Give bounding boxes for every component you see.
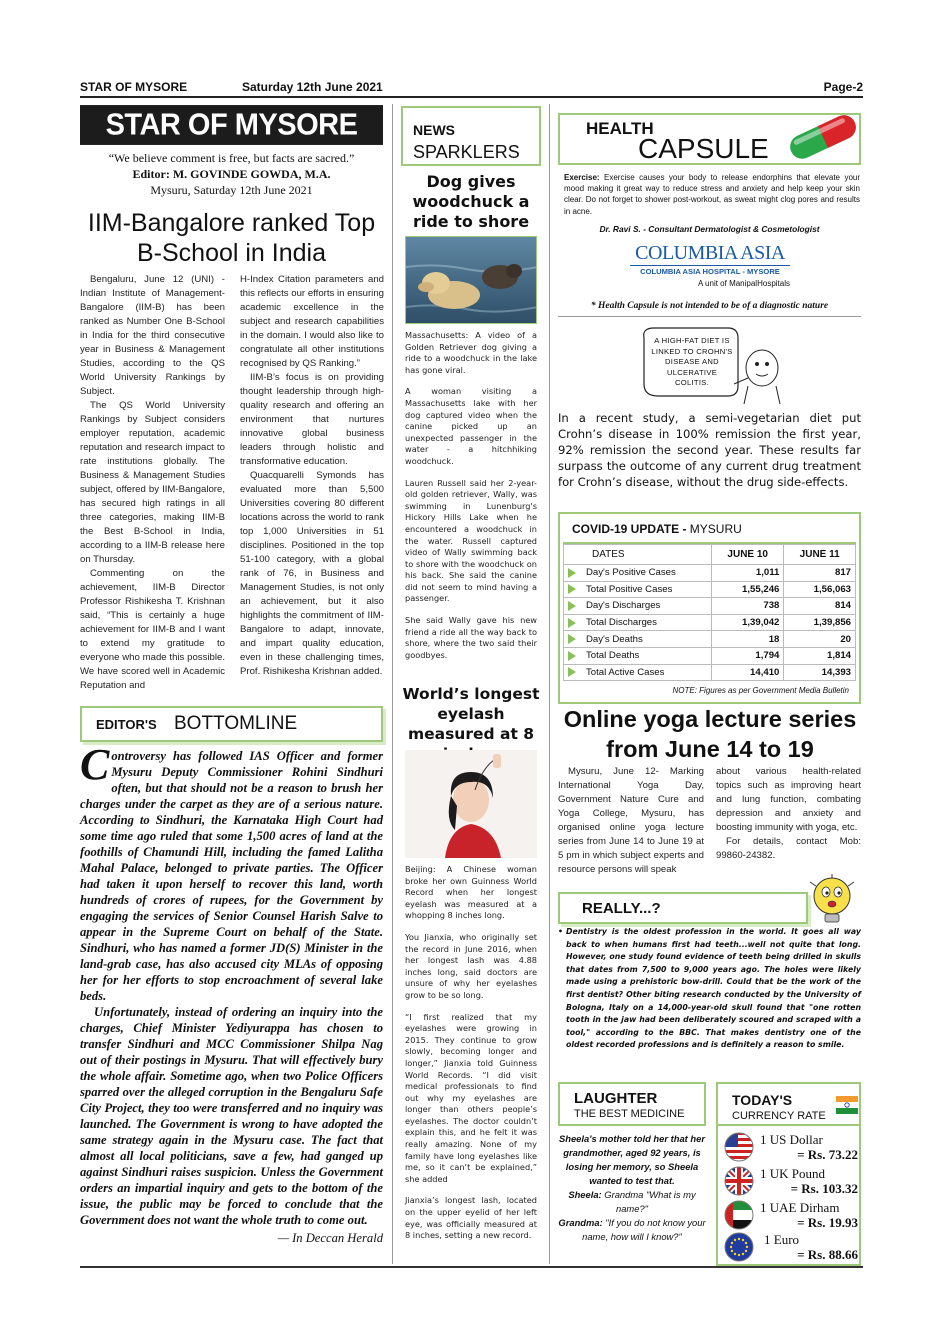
covid-header-cell: JUNE 10 xyxy=(712,545,784,565)
lead-column-2 xyxy=(240,273,384,679)
covid-row xyxy=(564,598,856,615)
really-text-wrap xyxy=(558,926,861,1052)
covid-cell: 20 xyxy=(784,631,856,648)
header-date: Saturday 12th June 2021 xyxy=(242,80,383,94)
covid-cell: 18 xyxy=(712,631,784,648)
laughter-joke xyxy=(558,1132,706,1244)
editorial-credit: — In Deccan Herald xyxy=(277,1231,383,1245)
editorial-paragraph: Unfortunately, instead of ordering an inquiry into the charges, Chief Minister Yediyurappa has chosen to transfer Sindhuri and MCC Commissioner Shilpa Nag out of their postings in Mysuru. That will effectively bury the whole affair. Sometime ago, when two Police Officers sparred over the alleged corruption in the Bengaluru Safe City Project, they too were transferred and no inquiry was launched. The Government is wrong to have adopted the same strategy again in the Mysuru case. The fact that almost all local politicians, save a few, had ganged up against Sindhuri raises suspicion. Unless the Government orders an impartial inquiry and gets to the bottom of the issue, the public may be forced to conclude that the Government does not want the whole truth to come out. xyxy=(80,1005,383,1227)
currency-row-gbp xyxy=(724,1166,858,1198)
covid-header-cell: JUNE 11 xyxy=(784,545,856,565)
laughter-label-box xyxy=(558,1082,706,1126)
yoga-paragraph: about various health-related topics such as improving heart and lung function, combating depression and anxiety and boosting immunity with yoga, etc. xyxy=(716,766,861,833)
lead-paragraph: Quacquarelli Symonds has evaluated more than 5,500 Universities covering 80 different locations across the world to rank top 1,000 Universities in 51 disciplines. Positioned in the top 51-100 category, with a global rank of 76, in Business and Management Studies, is not only an achievement, but it also highlights the commitment of IIM-Bangalore to adapt, innovate, and impart quality education, even in these challenging times, Prof. Rishikesha Krishnan added. xyxy=(240,470,384,677)
sparkler-story-1 xyxy=(405,330,537,671)
exercise-tip xyxy=(564,172,860,217)
cartoon-speech: A HIGH-FAT DIET IS LINKED TO CROHN'S DISEASE AND ULCERATIVE COLITIS. xyxy=(651,336,733,387)
sparkler-story-2 xyxy=(405,864,537,1252)
covid-row-label: Total Active Cases xyxy=(586,666,665,678)
logo-subtitle: COLUMBIA ASIA HOSPITAL - MYSORE xyxy=(630,265,790,276)
exercise-text: Exercise causes your body to release endorphins that elevate your mood making it great way to reduce stress and anxiety and help keep your skin clear. Do not forget to shower post-workout, as sweat might clog pores and results in acne. xyxy=(564,173,860,216)
page-header xyxy=(80,80,863,98)
editor-credit: Editor: M. GOVINDE GOWDA, M.A. xyxy=(132,167,331,181)
covid-cell: 1,814 xyxy=(784,647,856,664)
covid-note: NOTE: Figures as per Government Media Bulletin xyxy=(672,686,849,695)
covid-row-label: Total Positive Cases xyxy=(586,583,673,595)
triangle-bullet-icon xyxy=(568,667,576,677)
lead-paragraph: The QS World University Rankings by Subject considers employer reputation, academic reputation and research impact to rate institutions globally. The Business & Management Studies subject, offered by IIM-Bangalore, has secured high ratings in all three categories, making IIM-B the Best B-School in India, according to a IIM-B release here on Thursday. xyxy=(80,400,225,565)
joke-speaker-1: Sheela: xyxy=(568,1189,602,1200)
eyelash-woman-photo xyxy=(405,750,537,858)
covid-header-cell: DATES xyxy=(564,545,712,565)
sparklers-label-b: SPARKLERS xyxy=(413,142,520,162)
column-divider xyxy=(392,104,393,1264)
covid-row xyxy=(564,581,856,598)
covid-update-box xyxy=(558,512,861,704)
yoga-column-1 xyxy=(558,765,704,877)
lead-paragraph: Bengaluru, June 12 (UNI) - Indian Institute of Management-Bangalore (IIM-B) has been ranked as Number One B-School in India for the third consecutive year in Business & Management Studies, according to the QS World University Rankings by Subject. xyxy=(80,274,225,397)
covid-cell: 14,410 xyxy=(712,664,784,681)
really-label: REALLY...? xyxy=(582,900,661,917)
covid-row-label: Day's Discharges xyxy=(586,600,661,612)
yoga-contact: For details, contact Mob: 99860-24382. xyxy=(716,836,861,861)
covid-row-label: Day's Positive Cases xyxy=(586,567,676,579)
currency-row-usd xyxy=(724,1132,858,1164)
bulb-mascot-icon xyxy=(808,874,858,928)
covid-row xyxy=(564,631,856,648)
covid-cell: 1,011 xyxy=(712,565,784,582)
covid-cell: 14,393 xyxy=(784,664,856,681)
laughter-label-a: LAUGHTER xyxy=(574,1090,658,1107)
header-paper-name: STAR OF MYSORE xyxy=(80,80,188,94)
editorial-label-a: EDITOR'S xyxy=(96,717,157,732)
lead-column-1 xyxy=(80,273,225,693)
currency-unit: 1 Euro xyxy=(764,1232,800,1247)
triangle-bullet-icon xyxy=(568,618,576,628)
sparkler-paragraph: Beijing: A Chinese woman broke her own Guinness World Record when her longest eyelash was measured at a whopping 8 inches long. xyxy=(405,864,537,921)
uae-flag-icon xyxy=(724,1200,754,1230)
currency-label-box xyxy=(716,1082,861,1126)
pill-capsule-icon xyxy=(782,109,864,165)
really-label-box xyxy=(558,892,808,924)
motto-text: “We believe comment is free, but facts are sacred.” xyxy=(108,151,355,165)
covid-row-label: Total Deaths xyxy=(586,650,640,662)
manipal-unit: A unit of ManipalHospitals xyxy=(697,279,790,288)
currency-label-a: TODAY'S xyxy=(732,1092,793,1108)
health-label-a: HEALTH xyxy=(586,119,654,138)
sparkler-paragraph: A woman visiting a Massachusetts lake with her dog captured video when the canine picked up an unexpected passenger in the water - a hitchhiking woodchuck. xyxy=(405,386,537,466)
joke-line-2: "If you do not know your name, how will I know?" xyxy=(582,1217,706,1242)
currency-unit: 1 UK Pound xyxy=(760,1166,826,1181)
health-disclaimer: * Health Capsule is not intended to be of a diagnostic nature xyxy=(590,301,829,311)
yoga-headline xyxy=(552,704,868,764)
covid-cell: 1,39,042 xyxy=(712,614,784,631)
column-divider xyxy=(549,104,550,1264)
eyelash-photo-graphic xyxy=(405,750,537,858)
triangle-bullet-icon xyxy=(568,584,576,594)
currency-rates-box xyxy=(716,1126,861,1266)
covid-row xyxy=(564,565,856,582)
covid-header-row xyxy=(564,545,856,565)
dog-photo-graphic xyxy=(406,237,537,324)
covid-row-label: Day's Deaths xyxy=(586,633,643,645)
triangle-bullet-icon xyxy=(568,568,576,578)
dog-swimming-photo xyxy=(405,236,537,324)
health-divider xyxy=(558,316,861,317)
joke-line-1: Grandma "What is my name?" xyxy=(601,1189,696,1214)
health-label-box xyxy=(558,113,861,165)
currency-label-b: CURRENCY RATE xyxy=(732,1110,826,1122)
covid-table-wrap xyxy=(563,544,856,681)
editorial-body xyxy=(80,740,383,1246)
india-flag-icon xyxy=(836,1094,858,1116)
crohns-study: In a recent study, a semi-vegetarian diet put Crohn’s disease in 100% remission the first year, 92% remission the second year. These results far surpass the outcome of any current drug treatment for Crohn’s disease, without the drug side-effects. xyxy=(558,411,861,489)
editorial-paragraph: ontroversy has followed IAS Officer and former Mysuru Deputy Commissioner Rohini Sindhuri often, but that should not be a reason to brush her charges under the carpet as they are of a serious nature. According to Sindhuri, the Karnataka High Court had some time ago ruled that some 1,500 acres of land at the foothills of Chamundi Hill, including the famed Lalitha Mahal Palace, belonged to private parties. The Officer had taken it upon herself to recover this land, worth hundreds of crores of rupees, for the Government by engaging the services of Senior Counsel Harish Salve to appear in the Supreme Court on behalf of the State. Sindhuri, who has named a former JD(S) Minister in the land-grab case, has also accused city MLAs of opposing her for her efforts to stop encroachment of several lake beds. xyxy=(80,749,383,1003)
covid-cell: 1,56,063 xyxy=(784,581,856,598)
editorial-label-box xyxy=(80,706,383,742)
lead-headline-line1: IIM-Bangalore ranked Top xyxy=(87,209,376,237)
exercise-label: Exercise: xyxy=(564,173,600,182)
editorial-dropcap: C xyxy=(80,740,110,789)
header-page-number: Page-2 xyxy=(823,80,863,94)
yoga-headline-line1: Online yoga lecture series xyxy=(563,706,857,732)
masthead-title: STAR OF MYSORE xyxy=(80,105,383,145)
covid-cell: 1,55,246 xyxy=(712,581,784,598)
joke-speaker-2: Grandma: xyxy=(558,1217,603,1228)
sparkler-paragraph: You Jianxia, who originally set the record in June 2016, when her longest lash was 4.88 inches long, said doctors are unsure of why her eyelashes grow to be so long. xyxy=(405,931,537,1000)
lead-headline xyxy=(80,208,383,268)
masthead-dateline: Mysuru, Saturday 12th June 2021 xyxy=(150,183,313,197)
health-cartoon xyxy=(638,324,788,404)
currency-rate: = Rs. 103.32 xyxy=(790,1181,858,1196)
currency-row-aed xyxy=(724,1200,858,1232)
covid-title-b: MYSURU xyxy=(689,522,742,536)
covid-row xyxy=(564,664,856,681)
currency-unit: 1 US Dollar xyxy=(760,1132,823,1147)
covid-title-a: COVID-19 UPDATE - xyxy=(572,522,690,536)
currency-rate: = Rs. 88.66 xyxy=(797,1247,858,1262)
columbia-asia-logo xyxy=(630,242,790,288)
lead-paragraph: IIM-B’s focus is on providing thought leadership through high-quality research and offering an environment that nurtures innovative global business leaders through holistic and transformative education. xyxy=(240,372,384,467)
yoga-column-2 xyxy=(716,765,861,863)
sparkler-paragraph: Massachusetts: A video of a Golden Retriever dog giving a ride to a woodchuck in the lake has gone viral. xyxy=(405,330,537,375)
lead-paragraph: Commenting on the achievement, IIM-B Director Professor Rishikesha T. Krishnan said, “This is certainly a huge achievement for IIM-B and I want to extend my gratitude to everyone who made this possible. We have scored well in Academic Reputation and xyxy=(80,568,225,691)
doctor-credit: Dr. Ravi S. - Consultant Dermatologist & Cosmetologist xyxy=(599,224,820,234)
currency-rate: = Rs. 73.22 xyxy=(797,1147,858,1162)
covid-row xyxy=(564,647,856,664)
covid-row xyxy=(564,614,856,631)
eu-flag-icon xyxy=(724,1232,754,1262)
sparkler-headline-2: World’s longest eyelash measured at 8 xyxy=(402,685,540,743)
laughter-label-b: THE BEST MEDICINE xyxy=(574,1108,685,1120)
lead-headline-line2: B-School in India xyxy=(136,239,326,267)
us-flag-icon xyxy=(724,1132,754,1162)
sparkler-paragraph: Jianxia’s longest lash, located on the upper eyelid of her left eye, was officially measured at 8 inches, setting a new record. xyxy=(405,1195,537,1241)
covid-cell: 814 xyxy=(784,598,856,615)
bullet-dot-icon: • xyxy=(558,927,563,936)
covid-cell: 817 xyxy=(784,565,856,582)
currency-rate: = Rs. 19.93 xyxy=(797,1215,858,1230)
yoga-paragraph: Mysuru, June 12- Marking International Yoga Day, Government Nature Cure and Yoga College, Mysuru, has organised online yoga lecture series from June 14 to June 19 at 5 pm in which subject experts and resource persons will speak xyxy=(558,766,704,875)
joke-intro: Sheela's mother told her that her grandmother, aged 92 years, is losing her memory, so Sheela wanted to test that. xyxy=(558,1133,705,1186)
covid-cell: 1,39,856 xyxy=(784,614,856,631)
covid-table xyxy=(563,544,856,681)
uk-flag-icon xyxy=(724,1166,754,1196)
really-text: Dentistry is the oldest profession in the world. It goes all way back to when humans first had teeth...well not quite that long. However, one study found evidence of teeth being drilled in skulls that dates from 7,500 to 9,000 years ago. The holes were likely made using a prehistoric bow-drill. Could that be the work of the first dentist? Other biting research conducted by the University of Bologna, Italy on a 14,000-year-old skull found that "one rotten tooth in the jaw had been deliberately scoured and scraped with a tool," according to the BBC. That makes dentistry one of the oldest recorded professions and is definitely a reason to smile. xyxy=(566,927,861,1050)
covid-cell: 1,794 xyxy=(712,647,784,664)
covid-row-label: Total Discharges xyxy=(586,617,657,629)
currency-row-eur xyxy=(724,1232,858,1264)
currency-unit: 1 UAE Dirham xyxy=(760,1200,840,1215)
sparkler-paragraph: She said Wally gave his new friend a ride all the way back to shore, where the two said their goodbyes. xyxy=(405,615,537,660)
triangle-bullet-icon xyxy=(568,601,576,611)
sparklers-label-a: NEWS xyxy=(413,122,455,138)
page-footer-rule xyxy=(80,1266,863,1268)
sparklers-label-box xyxy=(401,106,541,166)
logo-wordmark: COLUMBIA ASIA xyxy=(635,242,785,264)
yoga-headline-line2: from June 14 to 19 xyxy=(606,736,814,762)
editorial-label-b: BOTTOMLINE xyxy=(174,713,298,734)
health-label-b: CAPSULE xyxy=(638,133,769,164)
triangle-bullet-icon xyxy=(568,651,576,661)
covid-cell: 738 xyxy=(712,598,784,615)
masthead-motto xyxy=(80,150,383,198)
covid-title xyxy=(572,522,742,536)
sparkler-paragraph: “I first realized that my eyelashes were growing in 2015. They continue to grow slowly, becoming longer and longer,” Jianxia told Guinness World Records. “I did visit medical professionals to find out why my eyelashes are longer than others people’s eyelashes. The doctor couldn’t explain this, and he felt it was really amazing. None of my family have long eyelashes like me, so it can’t be explained,” she added xyxy=(405,1011,537,1184)
lead-paragraph: H-Index Citation parameters and this reflects our efforts in ensuring academic excellence in the subject and research capabilities in the domain. I would also like to congratulate all other institutions recognised by QS Ranking.” xyxy=(240,274,384,369)
triangle-bullet-icon xyxy=(568,634,576,644)
sparkler-paragraph: Lauren Russell said her 2-year-old golden retriever, Wally, was swimming in Lunenburg's Hickory Hills Lake when he encountered a woodchuck in the water. Russell captured video of Wally swimming back to shore with the woodchuck on his back. She said the canine did not seem to mind having a passenger. xyxy=(405,477,537,604)
sparkler-headline-1: Dog gives woodchuck a ride to shore xyxy=(412,172,530,231)
